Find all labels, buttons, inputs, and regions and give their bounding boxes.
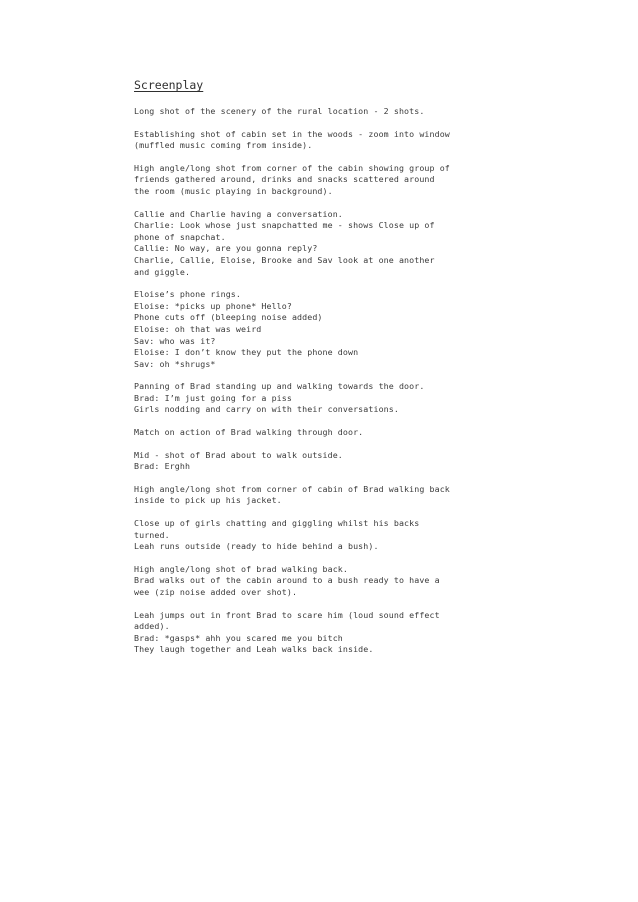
screenplay-line: added). — [134, 621, 170, 632]
screenplay-paragraph — [134, 484, 534, 507]
screenplay-paragraph — [134, 163, 534, 198]
screenplay-line: Brad: Erghh — [134, 461, 191, 472]
screenplay-paragraph — [134, 610, 534, 656]
screenplay-line: wee (zip noise added over shot). — [134, 587, 298, 597]
screenplay-line: High angle/long shot of brad walking back. — [134, 563, 348, 574]
screenplay-line: Sav: who was it? — [134, 335, 216, 346]
screenplay-line: Leah jumps out in front Brad to scare him (loud sound effect — [134, 609, 440, 620]
screenplay-line: Girls nodding and carry on with their conversations. — [134, 404, 399, 415]
screenplay-paragraph — [134, 289, 534, 370]
screenplay-line: and giggle. — [134, 266, 191, 277]
screenplay-line: Callie: No way, are you gonna reply? — [134, 243, 318, 254]
screenplay-paragraph — [134, 450, 534, 473]
screenplay-line: Panning of Brad standing up and walking towards the door. — [134, 381, 425, 392]
screenplay-line: Leah runs outside (ready to hide behind a bush). — [134, 541, 379, 552]
screenplay-line: Close up of girls chatting and giggling whilst his backs — [134, 518, 420, 529]
screenplay-line: Charlie: Look whose just snapchatted me - shows Close up of — [134, 220, 435, 231]
screenplay-line: phone of snapchat. — [134, 231, 226, 242]
screenplay-paragraph — [134, 106, 534, 118]
screenplay-line: Eloise: I don’t know they put the phone down — [134, 347, 359, 358]
screenplay-paragraph — [134, 129, 534, 152]
screenplay-paragraph — [134, 427, 534, 439]
screenplay-line: Establishing shot of cabin set in the woods - zoom into window — [134, 128, 450, 139]
screenplay-line: They laugh together and Leah walks back inside. — [134, 644, 374, 655]
screenplay-line: (muffled music coming from inside). — [134, 140, 313, 151]
screenplay-line: Eloise’s phone rings. — [134, 289, 241, 300]
document-title: Screenplay — [134, 78, 204, 92]
screenplay-line: Sav: oh *shrugs* — [134, 358, 216, 369]
screenplay-line: Brad: *gasps* ahh you scared me you bitch — [134, 632, 343, 643]
screenplay-line: Eloise: oh that was weird — [134, 323, 262, 334]
screenplay-line: inside to pick up his jacket. — [134, 495, 282, 506]
screenplay-line: Eloise: *picks up phone* Hello? — [134, 300, 292, 311]
screenplay-line: Charlie, Callie, Eloise, Brooke and Sav look at one another — [134, 254, 435, 265]
screenplay-paragraph — [134, 209, 534, 279]
screenplay-line: Match on action of Brad walking through door. — [134, 427, 364, 438]
screenplay-line: the room (music playing in background). — [134, 185, 333, 196]
screenplay-line: Mid - shot of Brad about to walk outside. — [134, 449, 343, 460]
screenplay-paragraph — [134, 564, 534, 599]
screenplay-line: High angle/long shot from corner of the cabin showing group of — [134, 162, 450, 173]
screenplay-paragraph — [134, 518, 534, 553]
screenplay-content — [134, 78, 534, 667]
screenplay-line: Brad walks out of the cabin around to a bush ready to have a — [134, 575, 440, 586]
screenplay-line: Long shot of the scenery of the rural location - 2 shots. — [134, 106, 425, 116]
screenplay-paragraph — [134, 381, 534, 416]
screenplay-line: turned. — [134, 529, 170, 540]
screenplay-line: friends gathered around, drinks and snacks scattered around — [134, 174, 435, 185]
screenplay-line: Brad: I’m just going for a piss — [134, 392, 292, 403]
screenplay-line: Callie and Charlie having a conversation. — [134, 208, 343, 219]
screenplay-line: Phone cuts off (bleeping noise added) — [134, 312, 323, 323]
screenplay-body — [134, 106, 534, 656]
screenplay-line: High angle/long shot from corner of cabin of Brad walking back — [134, 483, 450, 494]
